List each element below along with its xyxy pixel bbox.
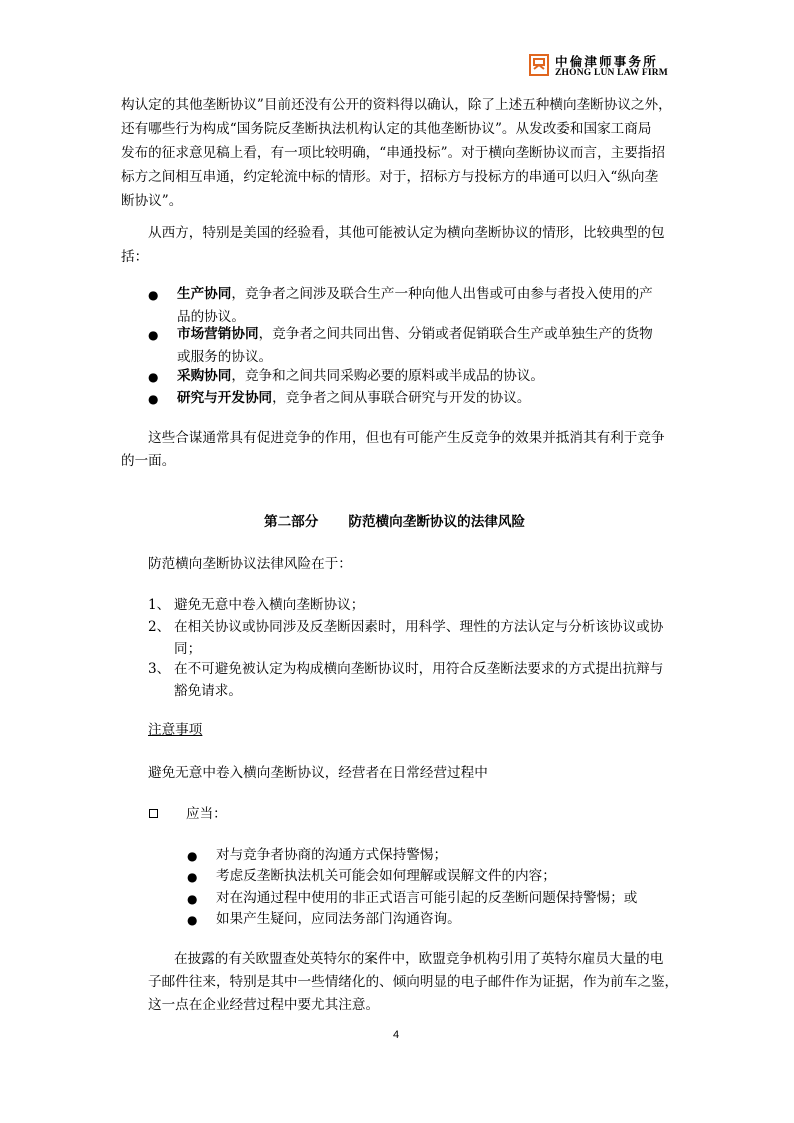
should-item: 考虑反垄断执法机关可能会如何理解或误解文件的内容； (216, 868, 556, 884)
list-item-term: 研究与开发协同 (177, 390, 273, 406)
notes-intro: 避免无意中卷入横向垄断协议，经营者在日常经营过程中 (148, 765, 488, 781)
risk-item: 避免无意中卷入横向垄断协议； (174, 597, 365, 613)
risk-item: 在不可避免被认定为构成横向垄断协议时，用符合反垄断法要求的方式提出抗辩与 (174, 661, 664, 677)
risk-item: 在相关协议或协同涉及反垄断因素时，用科学、理性的方法认定与分析该协议或协 (174, 619, 664, 635)
bullet-icon: ● (148, 370, 159, 384)
bullet-icon: ● (187, 849, 198, 863)
list-item-term: 市场营销协同 (177, 326, 259, 342)
page-number: 4 (393, 1029, 400, 1041)
should-item: 对与竞争者协商的沟通方式保持警惕； (216, 847, 448, 863)
checkbox-square-icon (149, 809, 158, 818)
should-label: 应当： (186, 806, 227, 822)
section-heading (264, 516, 525, 530)
risk-item-cont: 同； (174, 641, 202, 657)
bullet-icon: ● (187, 913, 198, 927)
list-item-text: ，竞争者之间从事联合研究与开发的协议。 (272, 390, 531, 406)
effect-line: 这些合谋通常具有促进竞争的作用，但也有可能产生反竞争的效果并抵消其有利于竞争 (148, 430, 665, 446)
risk-number: 1、 (148, 597, 171, 613)
list-item-text: ，竞争者之间涉及联合生产一种向他人出售或可由参与者投入使用的产 (231, 286, 653, 302)
case-line: 这一点在企业经营过程中要尤其注意。 (148, 997, 380, 1013)
intro-line: 还有哪些行为构成“国务院反垄断执法机构认定的其他垄断协议”。从发改委和国家工商局 (121, 121, 652, 137)
risk-item-cont: 豁免请求。 (174, 683, 242, 699)
risk-intro: 防范横向垄断协议法律风险在于： (148, 556, 352, 572)
list-item-cont: 品的协议。 (177, 309, 245, 325)
list-item-text: ，竞争者之间共同出售、分销或者促销联合生产或单独生产的货物 (258, 326, 653, 342)
bullet-icon: ● (148, 288, 159, 302)
intro-line: 发布的征求意见稿上看，有一项比较明确，“串通投标”。对于横向垄断协议而言，主要指招 (121, 145, 666, 161)
list-item (177, 392, 530, 406)
firm-logo-icon (529, 54, 549, 76)
case-line: 子邮件往来，特别是其中一些情绪化的、倾向明显的电子邮件作为证据，作为前车之鉴， (148, 974, 679, 990)
risk-number: 2、 (148, 619, 171, 635)
should-item: 对在沟通过程中使用的非正式语言可能引起的反垄断问题保持警惕；或 (216, 890, 638, 906)
should-item: 如果产生疑问，应同法务部门沟通咨询。 (216, 911, 461, 927)
list-item-term: 采购协同 (177, 368, 232, 384)
intro-line: 标方之间相互串通，约定轮流中标的情形。对于，招标方与投标方的串通可以归入“纵向垄 (121, 169, 659, 185)
list-item (177, 370, 544, 384)
bullet-icon: ● (187, 892, 198, 906)
firm-logo (529, 50, 679, 84)
section-part: 第二部分 (264, 514, 319, 530)
notes-heading: 注意事项 (148, 722, 203, 738)
list-item-cont: 或服务的协议。 (177, 349, 273, 365)
list-item (177, 288, 653, 302)
west-line: 括： (121, 249, 149, 265)
bullet-icon: ● (148, 392, 159, 406)
list-item (177, 328, 653, 342)
west-line: 从西方，特别是美国的经验看，其他可能被认定为横向垄断协议的情形，比较典型的包 (148, 225, 665, 241)
section-title: 防范横向垄断协议的法律风险 (348, 514, 526, 530)
bullet-icon: ● (148, 328, 159, 342)
firm-name-cn: 中倫津师事务所 (555, 54, 658, 69)
intro-line: 构认定的其他垄断协议”目前还没有公开的资料得以确认，除了上述五种横向垄断协议之外， (121, 97, 672, 113)
case-line: 在披露的有关欧盟查处英特尔的案件中，欧盟竞争机构引用了英特尔雇员大量的电 (174, 951, 664, 967)
firm-name-en: ZHONG LUN LAW FIRM (555, 68, 668, 78)
list-item-term: 生产协同 (177, 286, 232, 302)
effect-line: 的一面。 (121, 453, 176, 469)
risk-number: 3、 (148, 661, 171, 677)
intro-line: 断协议”。 (121, 193, 183, 209)
bullet-icon: ● (187, 870, 198, 884)
list-item-text: ，竞争和之间共同采购必要的原料或半成品的协议。 (231, 368, 545, 384)
